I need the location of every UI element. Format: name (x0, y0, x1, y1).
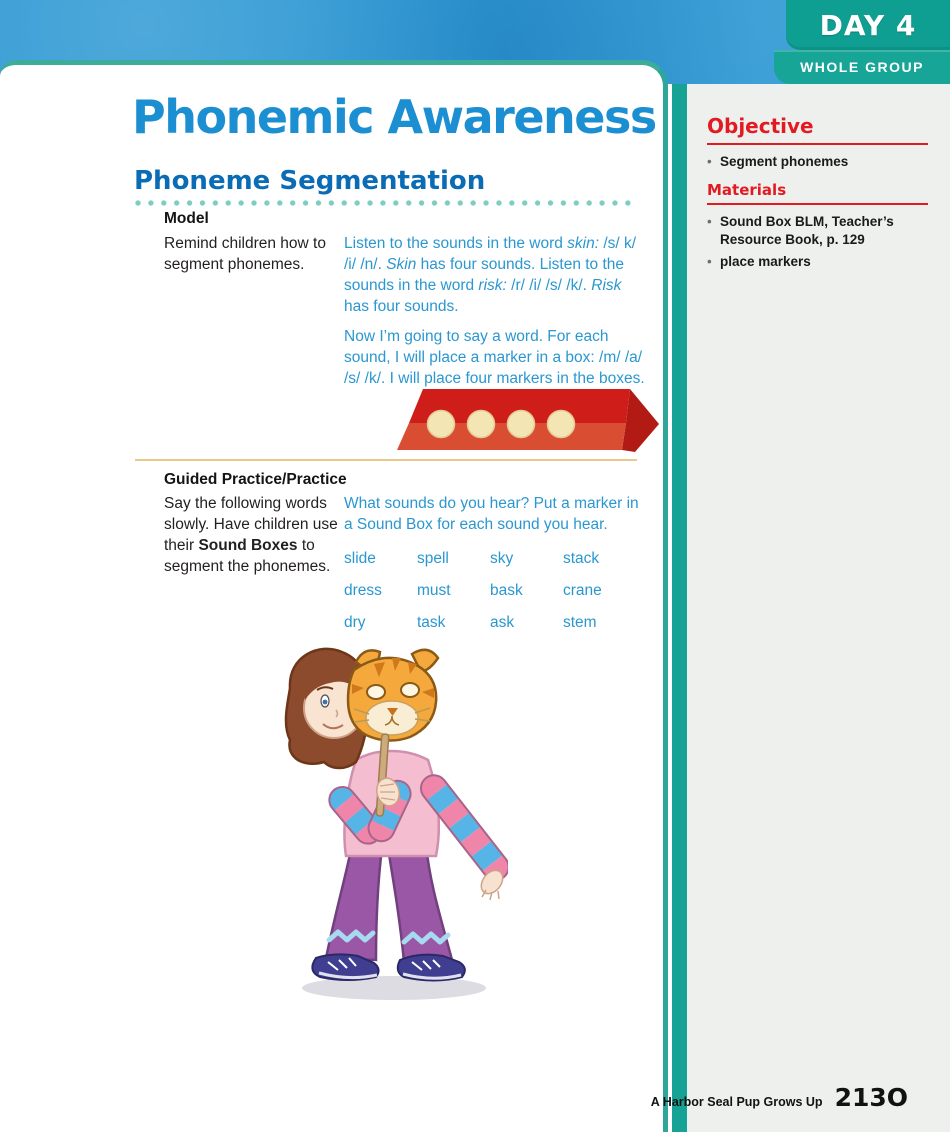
sound-marker (428, 411, 455, 438)
practice-word: slide (344, 550, 376, 568)
text-segment: Say the following words slowly. Have children use their (164, 495, 338, 555)
materials-heading: Materials (707, 181, 928, 205)
practice-word: stem (563, 614, 597, 632)
guided-heading: Guided Practice/Practice (164, 471, 347, 488)
practice-word: crane (563, 582, 602, 600)
sound-box-illustration (393, 386, 663, 454)
bullet-item: • Segment phonemes (707, 153, 928, 171)
practice-word: sky (490, 550, 514, 568)
practice-word: task (417, 614, 446, 632)
dotted-divider (135, 200, 638, 206)
section-heading: Phoneme Segmentation (134, 166, 486, 196)
model-dialogue (344, 233, 646, 399)
bullet-item: • place markers (707, 253, 928, 271)
practice-word: stack (563, 550, 600, 568)
practice-word: bask (490, 582, 523, 600)
day-badge (786, 0, 950, 50)
text-segment: /s/ k/ /i/ /n/. (344, 235, 637, 274)
text-segment: Sound Boxes (198, 537, 298, 555)
section-divider (135, 459, 637, 461)
guided-instruction (164, 493, 344, 577)
text-segment: Listen to the sounds in the word (344, 235, 568, 252)
text-segment: has four sounds. (344, 298, 459, 316)
practice-word: dry (344, 614, 366, 632)
book-title: A Harbor Seal Pup Grows Up (650, 1095, 823, 1109)
model-dialogue-p2: Now I’m going to say a word. For each sound, I will place a marker in a box: /m/ /a/ /s/ /k/. I will place four markers in the boxes. (344, 328, 645, 388)
text-segment: Risk (591, 277, 622, 295)
materials-list (707, 213, 928, 271)
practice-word: must (417, 582, 451, 600)
text-segment: skin: (567, 235, 600, 252)
text-segment: /r/ /i/ /s/ /k/. (506, 277, 592, 295)
model-dialogue-p1 (344, 233, 646, 317)
page-title: Phonemic Awareness (132, 90, 656, 144)
guided-dialogue: What sounds do you hear? Put a marker in a Sound Box for each sound you hear. (344, 495, 639, 534)
sidebar (672, 84, 950, 1132)
practice-word: dress (344, 582, 382, 600)
objective-list (707, 153, 928, 171)
page-footer (651, 1083, 908, 1112)
text-segment: has four sounds. Listen to the sounds in the word (344, 256, 625, 295)
model-heading: Model (164, 210, 209, 227)
bullet-item: • Sound Box BLM, Teacher’s Resource Book, p. 129 (707, 213, 928, 249)
page-number: 213O (834, 1083, 908, 1112)
day-badge-label: DAY 4 (819, 8, 917, 42)
guided-dialogue-block (344, 493, 646, 633)
pants (326, 845, 452, 962)
text-segment: risk: (478, 277, 507, 295)
text-segment: Skin (386, 256, 417, 274)
practice-word: spell (417, 550, 449, 568)
sound-marker (548, 411, 575, 438)
girl-with-tiger-mask-illustration (276, 640, 508, 1004)
tiger-mask (348, 650, 438, 741)
text-segment: to segment the phonemes. (164, 537, 331, 576)
sound-marker (508, 411, 535, 438)
objective-heading: Objective (707, 114, 928, 145)
practice-word-grid (344, 548, 646, 633)
practice-word: ask (490, 614, 515, 632)
sound-marker (468, 411, 495, 438)
whole-group-tab (774, 50, 950, 84)
whole-group-label: WHOLE GROUP (800, 59, 924, 75)
model-instruction: Remind children how to segment phonemes. (164, 235, 326, 274)
